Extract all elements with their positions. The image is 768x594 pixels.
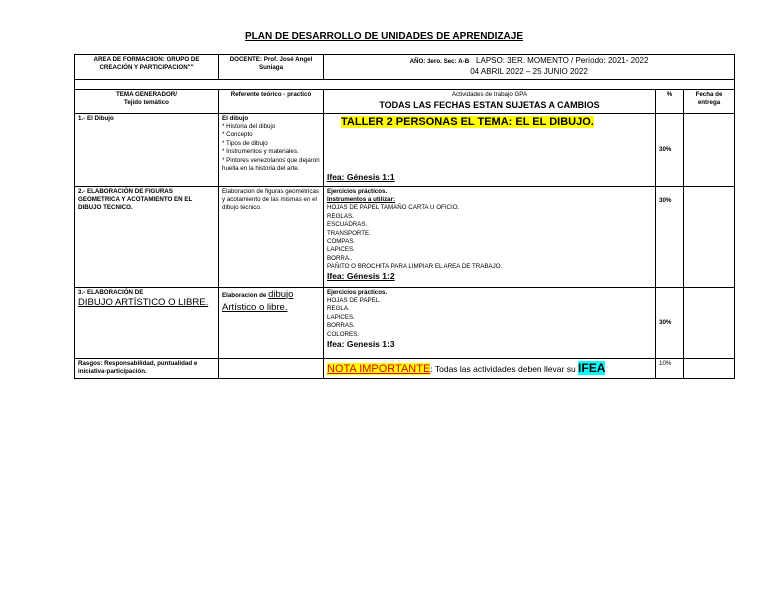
act-cell — [324, 287, 656, 358]
act-cell — [324, 113, 656, 186]
col-referente: Referente teórico - practicó — [219, 90, 324, 114]
col-fecha: Fecha de entrega — [684, 90, 735, 114]
lapso-text: LAPSO: 3ER. MOMENTO / Período: 2021- 2022 — [476, 56, 649, 65]
act-cell — [324, 186, 656, 287]
pct-cell: 30% — [656, 113, 684, 186]
pct-cell: 30% — [656, 186, 684, 287]
fecha-cell — [684, 186, 735, 287]
spacer-row — [75, 80, 735, 90]
ref-item: * Instrumentos y materiales. — [222, 148, 299, 156]
col-act-line2: TODAS LAS FECHAS ESTAN SUJETAS A CAMBIOS — [379, 100, 600, 111]
act-item: COLORES. — [327, 330, 359, 338]
act-subtitle: Instrumentos a utilizar: — [327, 196, 396, 204]
act-item: BORRAS. — [327, 322, 355, 330]
ref-cell — [219, 113, 324, 186]
pct-cell: 10% — [656, 358, 684, 378]
tema-small: 3.- ELABORACIÓN DE — [78, 288, 144, 296]
column-header-row — [75, 90, 735, 114]
pct-cell: 30% — [656, 287, 684, 358]
table-row — [75, 287, 735, 358]
act-title: Ejercicios prácticos. — [327, 288, 388, 296]
tema-big: DIBUJO ARTÍSTICO O LIBRE. — [78, 297, 209, 309]
act-item: BORRA.. — [327, 254, 353, 262]
table-row — [75, 113, 735, 186]
nota-text: : Todas las actividades deben llevar su — [430, 363, 579, 374]
ref-cell — [219, 287, 324, 358]
anio-text: AÑO: 3ero. Sec: A-B — [409, 58, 470, 65]
ref-item: * Tipos de dibujo — [222, 139, 268, 147]
col-tema-line2: Tejido temático — [124, 99, 169, 107]
col-tema-line1: TEMA GENERADOR/ — [116, 91, 177, 98]
table-row — [75, 186, 735, 287]
docente-cell: DOCENTE: Prof. José Angel Suniaga — [219, 55, 324, 80]
ref-big: Artístico o libre. — [222, 301, 288, 313]
empty-cell — [219, 358, 324, 378]
ref-item: * Pintores venezolanos que dejaron huella en la historia del arte. — [222, 156, 320, 172]
col-actividades — [324, 90, 656, 114]
act-item: TRANSPORTE. — [327, 229, 371, 237]
act-item: HOJAS DE PAPEL TAMAÑO CARTA U OFICIO. — [327, 204, 460, 212]
ref-item: * Historia del dibujo — [222, 123, 276, 131]
act-item: HOJAS DE PAPEL. — [327, 297, 381, 305]
rasgos-cell: Rasgos: Responsabilidad, puntualidad e iniciativa-participación. — [75, 358, 219, 378]
ifea-badge: IFEA — [578, 360, 606, 375]
ref-cell: Elaboracion de figuras geométricas y acotamiento de las mismas en el dibujo tecnico. — [219, 186, 324, 287]
plan-table — [74, 54, 735, 379]
lapso-cell — [324, 55, 735, 80]
ifea-ref: Ifea: Genesis 1:3 — [327, 338, 395, 349]
footer-row — [75, 358, 735, 378]
act-item: COMPAS. — [327, 237, 356, 245]
ifea-ref: Ifea: Génesis 1:2 — [327, 271, 395, 282]
header-row — [75, 55, 735, 80]
act-item: LAPICES. — [327, 313, 355, 321]
nota-label: NOTA IMPORTANTE — [327, 362, 431, 375]
ref-small: Elaboracion de — [222, 291, 267, 299]
tema-cell — [75, 287, 219, 358]
act-title: Ejercicios prácticos. — [327, 187, 388, 195]
nota-cell — [324, 358, 656, 378]
tema-cell: 2.- ELABORACIÓN DE FIGURAS GEOMETRICA Y ACOTAMIENTO EN EL DIBUJO TECNICO. — [75, 186, 219, 287]
fecha-cell — [684, 358, 735, 378]
fecha-cell — [684, 113, 735, 186]
fechas-text: 04 ABRIL 2022 – 25 JUNIO 2022 — [470, 66, 588, 76]
fecha-cell — [684, 287, 735, 358]
act-item: REGLA. — [327, 305, 350, 313]
area-cell: AREA DE FORMACIION: GRUPO DE CREACIÓN Y PARTICIPACION"" — [75, 55, 219, 80]
ref-big: dibujo — [268, 288, 294, 300]
page-title: PLAN DE DESARROLLO DE UNIDADES DE APRENDIZAJE — [245, 31, 523, 42]
ref-item: * Concepto — [222, 131, 253, 139]
ifea-ref: Ifea: Génesis 1:1 — [327, 172, 395, 183]
act-item: ESCUADRAS. — [327, 221, 368, 229]
taller-highlight: TALLER 2 PERSONAS EL TEMA: EL EL DIBUJO. — [341, 115, 594, 128]
ref-title: El dibujo — [222, 114, 249, 122]
act-item: LAPICES. — [327, 246, 355, 254]
col-act-line1: Actividades de trabajo GPA — [451, 91, 528, 98]
col-pct: % — [656, 90, 684, 114]
act-item: REGLAS. — [327, 212, 354, 220]
col-tema — [75, 90, 219, 114]
act-item: PAÑITO O BROCHITA PARA LIMPIAR EL AREA DE TRABAJO. — [327, 262, 503, 270]
tema-cell: 1.- El Dibujo — [75, 113, 219, 186]
